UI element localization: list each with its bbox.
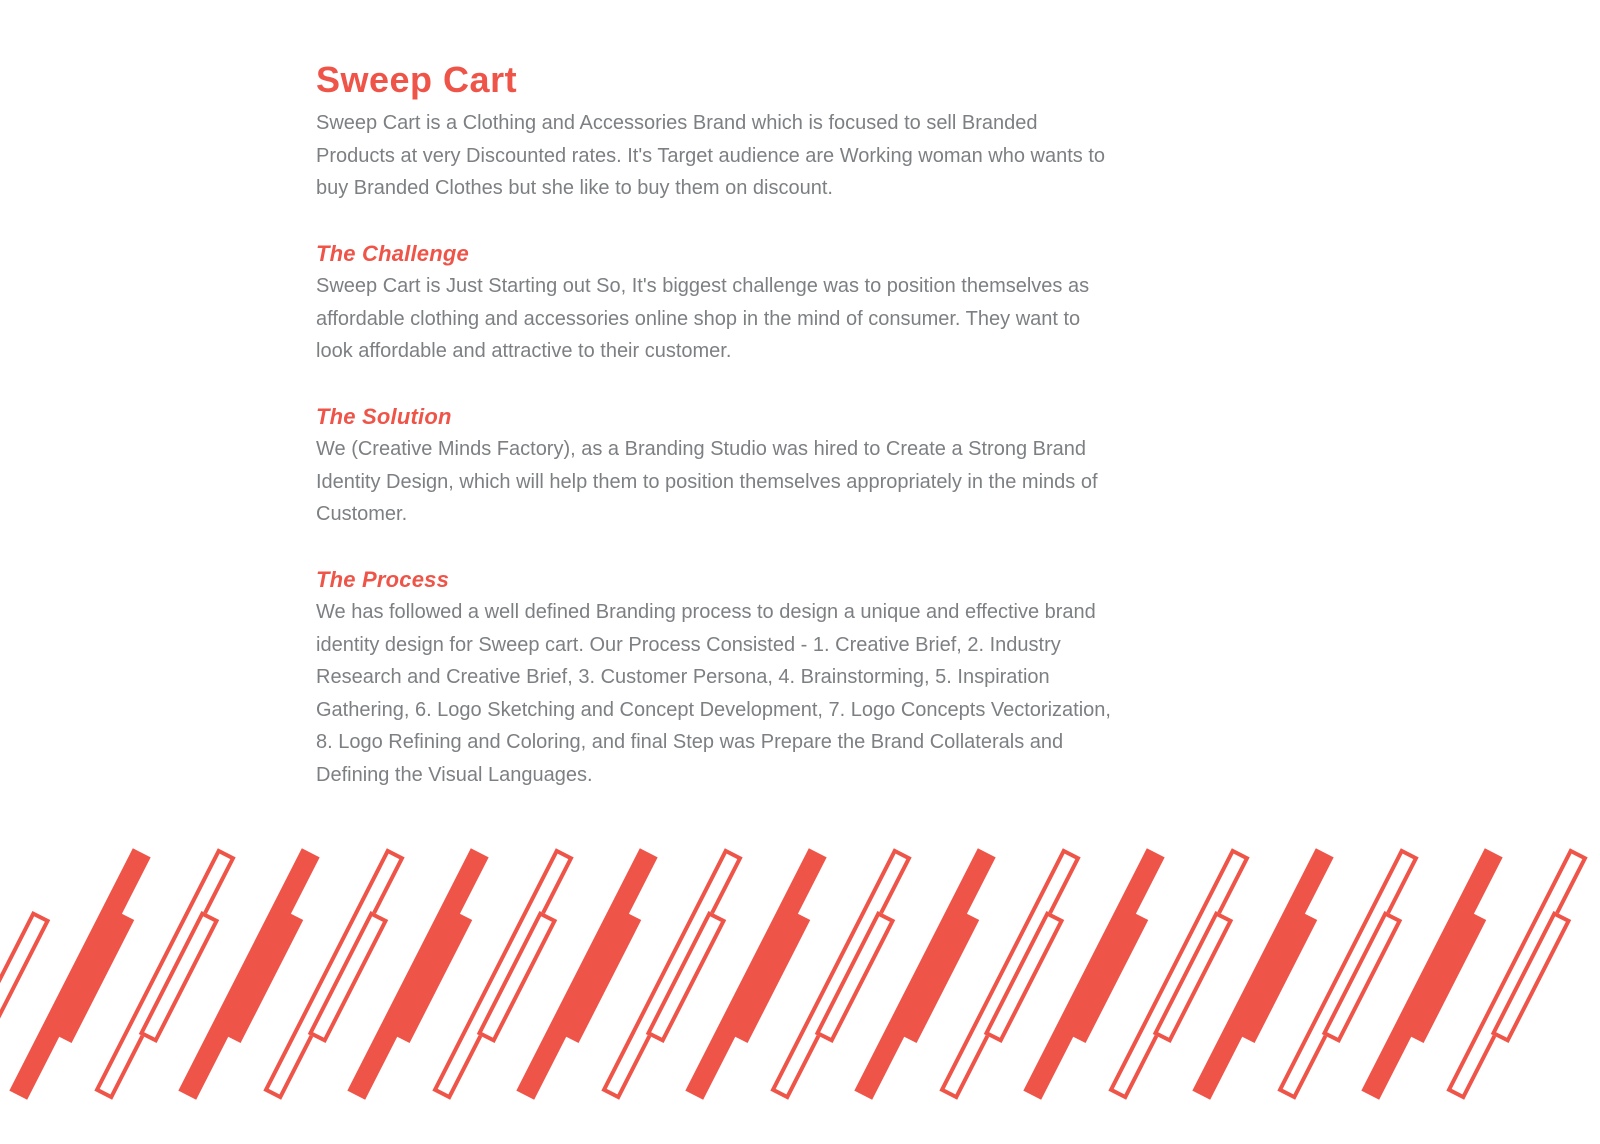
diagonal-stripe-outlined — [770, 848, 911, 1099]
diagonal-stripe-outlined — [645, 911, 725, 1043]
diagonal-stripe-solid — [1237, 911, 1317, 1043]
diagonal-stripe-outlined — [1277, 848, 1418, 1099]
diagonal-stripe-solid — [1192, 848, 1333, 1099]
diagonal-stripe-outlined — [1321, 911, 1401, 1043]
diagonal-stripe-solid — [1068, 911, 1148, 1043]
diagonal-stripe-outlined — [94, 848, 235, 1099]
diagonal-stripe-outlined — [263, 848, 404, 1099]
section-process — [316, 564, 1276, 792]
section-challenge — [316, 238, 1276, 368]
diagonal-stripe-solid — [516, 848, 657, 1099]
diagonal-stripe-outlined — [0, 911, 50, 1043]
diagonal-stripe-outlined — [1446, 848, 1587, 1099]
page-title: Sweep Cart — [316, 59, 518, 100]
diagonal-stripe-solid — [685, 848, 826, 1099]
section-heading-process: The Process — [316, 566, 450, 592]
diagonal-stripe-outlined — [307, 911, 387, 1043]
diagonal-stripe-solid — [1361, 848, 1502, 1099]
intro-paragraph: Sweep Cart is a Clothing and Accessories Brand which is focused to sell Branded Products at very Discounted rates. It's Target audience are Working woman who wants to buy Branded Clothes but she like to buy them on discount. — [316, 112, 1106, 199]
diagonal-stripe-solid — [854, 848, 995, 1099]
diagonal-stripe-outlined — [1490, 911, 1570, 1043]
section-body-challenge: Sweep Cart is Just Starting out So, It's biggest challenge was to position themselves as affordable clothing and accessories online shop in the mind of consumer. They want to look affordable and attractive to their customer. — [316, 275, 1090, 362]
diagonal-stripe-solid — [223, 911, 303, 1043]
diagonal-stripe-solid — [54, 911, 134, 1043]
diagonal-stripe-solid — [178, 848, 319, 1099]
diagonal-stripe-outlined — [476, 911, 556, 1043]
diagonal-stripe-solid — [392, 911, 472, 1043]
section-body-process: We has followed a well defined Branding process to design a unique and effective brand identity design for Sweep cart. Our Process Consisted - 1. Creative Brief, 2. Industry Research and Creative Brief, 3. Customer Persona, 4. Brainstorming, 5. Inspiration Gathering, 6. Logo Sketching and Concept Development, 7. Logo Concepts Vectorization, 8. Logo Refining and Coloring, and final Step was Prepare the Brand Collaterals and Defining the Visual Languages. — [316, 601, 1111, 786]
diagonal-stripe-outlined — [814, 911, 894, 1043]
diagonal-stripe-outlined — [983, 911, 1063, 1043]
diagonal-stripe-solid — [347, 848, 488, 1099]
diagonal-stripe-solid — [899, 911, 979, 1043]
case-study-content — [316, 58, 1276, 791]
section-heading-challenge: The Challenge — [316, 240, 469, 266]
diagonal-stripe-outlined — [1108, 848, 1249, 1099]
section-heading-solution: The Solution — [316, 403, 452, 429]
diagonal-stripe-solid — [561, 911, 641, 1043]
diagonal-stripe-outlined — [432, 848, 573, 1099]
diagonal-stripe-solid — [9, 848, 150, 1099]
section-solution — [316, 401, 1276, 531]
diagonal-stripe-solid — [730, 911, 810, 1043]
diagonal-stripe-outlined — [601, 848, 742, 1099]
diagonal-stripe-outlined — [138, 911, 218, 1043]
diagonal-stripe-outlined — [1152, 911, 1232, 1043]
diagonal-stripe-solid — [1023, 848, 1164, 1099]
diagonal-stripe-outlined — [939, 848, 1080, 1099]
diagonal-stripe-solid — [1406, 911, 1486, 1043]
section-body-solution: We (Creative Minds Factory), as a Branding Studio was hired to Create a Strong Brand Identity Design, which will help them to position themselves appropriately in the minds of Customer. — [316, 438, 1098, 525]
